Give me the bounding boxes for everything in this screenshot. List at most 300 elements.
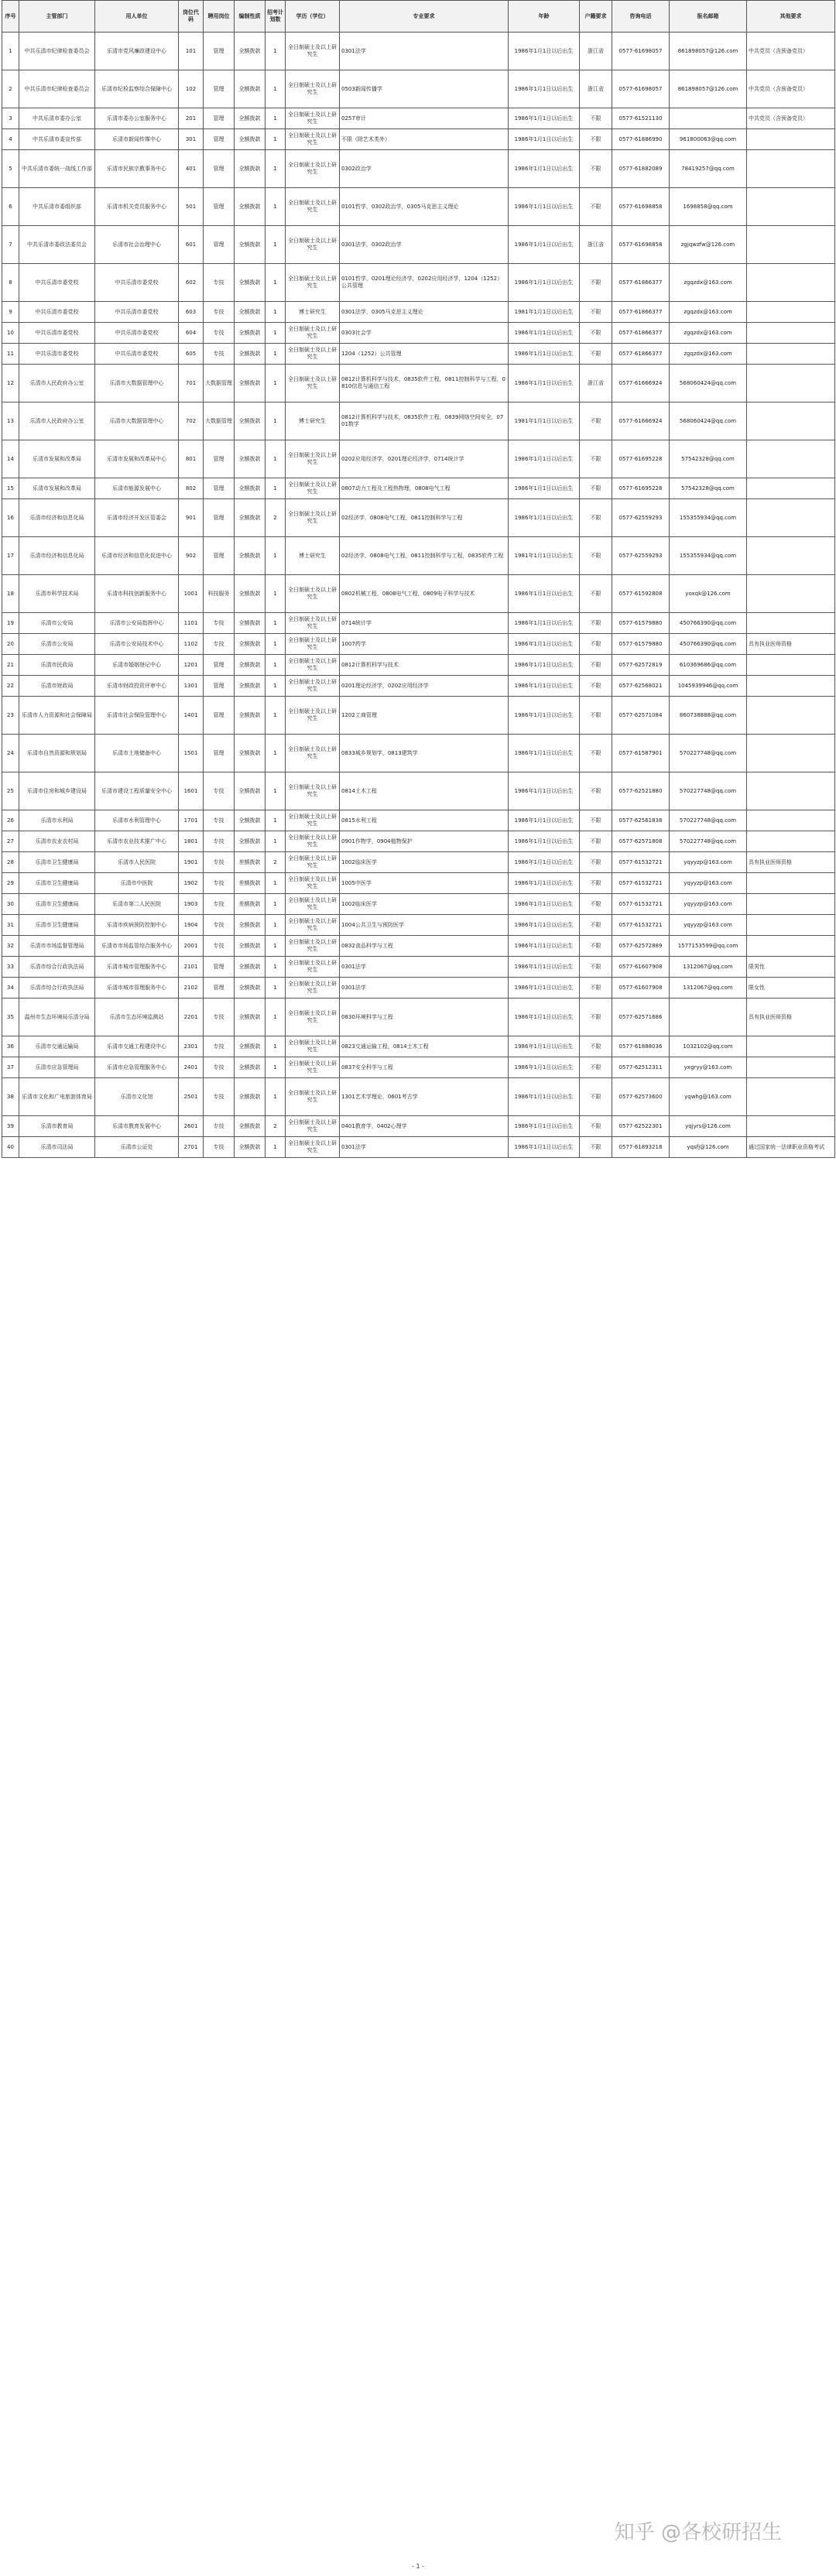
table-cell: 全额拨款 [235, 323, 266, 344]
table-cell: 0823交通运输工程，0814土木工程 [340, 1036, 509, 1057]
table-cell: 全额拨款 [235, 188, 266, 226]
table-cell: 全额拨款 [235, 575, 266, 613]
table-cell: 12 [2, 365, 19, 402]
table-cell: 专技 [204, 1057, 235, 1078]
table-cell: 1 [266, 936, 286, 957]
table-cell: 全日制硕士及以上研究生 [286, 323, 340, 344]
table-row [2, 915, 835, 936]
table-cell: 全日制硕士及以上研究生 [286, 1057, 340, 1078]
table-cell: 0577-62522301 [612, 1116, 670, 1137]
table-cell: 1 [266, 873, 286, 894]
table-cell: 乐清市土地储备中心 [95, 735, 179, 772]
table-cell[interactable]: yqsfj@126.com [670, 1137, 747, 1158]
table-cell[interactable]: 155355934@qq.com [670, 537, 747, 575]
table-cell: 不限 [580, 831, 612, 852]
table-cell: 全日制硕士及以上研究生 [286, 575, 340, 613]
table-cell[interactable]: zgjqwzfw@126.com [670, 226, 747, 264]
table-cell: 604 [179, 323, 204, 344]
table-cell: 1986年1月1日以后出生 [509, 831, 580, 852]
table-cell: 0577-61607908 [612, 957, 670, 978]
table-cell: 乐清市人力资源和社会保障局 [19, 697, 95, 735]
table-cell: 0830环境科学与工程 [340, 999, 509, 1036]
table-cell: 34 [2, 978, 19, 999]
table-cell: 18 [2, 575, 19, 613]
table-cell: 中共乐清市委党校 [19, 344, 95, 365]
table-cell: 全额拨款 [235, 634, 266, 655]
table-cell: 不限 [580, 676, 612, 697]
table-cell: 专技 [204, 852, 235, 873]
table-cell: 1 [266, 697, 286, 735]
table-cell: 专技 [204, 810, 235, 831]
table-cell: 乐清市综合行政执法局 [19, 957, 95, 978]
table-cell: 乐清市生态环境监测站 [95, 999, 179, 1036]
table-cell: 乐清市公安局 [19, 613, 95, 634]
table-cell: 管理 [204, 978, 235, 999]
table-cell[interactable]: yqyyzp@163.com [670, 915, 747, 936]
table-row [2, 676, 835, 697]
table-cell [747, 915, 835, 936]
table-cell: 22 [2, 676, 19, 697]
table-cell: 全额拨款 [235, 735, 266, 772]
table-cell: 2 [266, 1116, 286, 1137]
table-cell[interactable]: yqyyzp@163.com [670, 894, 747, 915]
table-cell: 23 [2, 697, 19, 735]
table-cell: 1 [266, 1137, 286, 1158]
table-cell: 不限 [580, 735, 612, 772]
table-cell[interactable]: 570227748@qq.com [670, 772, 747, 810]
table-row [2, 188, 835, 226]
table-row [2, 108, 835, 129]
table-cell: 1986年1月1日以后出生 [509, 936, 580, 957]
table-cell: 0301法学，0305马克思主义理论 [340, 302, 509, 323]
table-cell: 0577-62571686 [612, 999, 670, 1036]
table-cell [747, 478, 835, 499]
table-cell: 0577-62559293 [612, 499, 670, 537]
table-cell: 乐清市人民政府办公室 [19, 365, 95, 402]
table-cell: 乐清市文化馆 [95, 1078, 179, 1116]
table-cell: 乐清市纪检监察综合保障中心 [95, 70, 179, 108]
table-cell: 0503新闻传播学 [340, 70, 509, 108]
table-cell[interactable]: 78419257@qq.com [670, 150, 747, 188]
table-cell: 35 [2, 999, 19, 1036]
table-cell: 全日制硕士及以上研究生 [286, 226, 340, 264]
recruitment-table-sheet [2, 0, 834, 1158]
table-cell: 乐清市综合行政执法局 [19, 978, 95, 999]
table-cell[interactable]: 961800063@qq.com [670, 129, 747, 150]
table-cell: 全额拨款 [235, 537, 266, 575]
table-cell: 0577-62561838 [612, 810, 670, 831]
column-header: 岗位代码 [179, 1, 204, 33]
table-cell: 全额拨款 [235, 810, 266, 831]
table-cell [747, 264, 835, 302]
table-cell: 不限 [580, 936, 612, 957]
table-row [2, 957, 835, 978]
table-cell: 1 [266, 323, 286, 344]
table-cell: 全日制硕士及以上研究生 [286, 33, 340, 70]
table-cell[interactable]: 570227748@qq.com [670, 810, 747, 831]
table-cell: 乐清市卫生健康局 [19, 873, 95, 894]
table-cell[interactable]: 570227748@qq.com [670, 735, 747, 772]
table-cell: 1005中医学 [340, 873, 509, 894]
table-cell: 不限 [580, 999, 612, 1036]
table-cell: 乐清市发展和改革局中心 [95, 440, 179, 478]
table-cell: 32 [2, 936, 19, 957]
table-cell: 乐清市公证处 [95, 1137, 179, 1158]
table-cell: 1 [266, 188, 286, 226]
table-cell: 1986年1月1日以后出生 [509, 852, 580, 873]
table-cell[interactable]: 1045939946@qq.com [670, 676, 747, 697]
table-cell[interactable]: 860738888@qq.com [670, 697, 747, 735]
table-cell: 1986年1月1日以后出生 [509, 478, 580, 499]
table-cell [747, 575, 835, 613]
table-cell: 1 [266, 365, 286, 402]
table-cell: 15 [2, 478, 19, 499]
table-cell: 0301法学 [340, 978, 509, 999]
table-cell: 全日制硕士及以上研究生 [286, 655, 340, 676]
table-row [2, 478, 835, 499]
table-cell: 全日制硕士及以上研究生 [286, 957, 340, 978]
table-cell: 全日制硕士及以上研究生 [286, 936, 340, 957]
table-cell [747, 402, 835, 440]
table-cell: 全日制硕士及以上研究生 [286, 735, 340, 772]
table-cell: 全额拨款 [235, 655, 266, 676]
table-cell: 乐清市交通工程建设中心 [95, 1036, 179, 1057]
table-cell[interactable]: yqyyzp@163.com [670, 873, 747, 894]
table-cell[interactable]: yqyyzp@163.com [670, 852, 747, 873]
table-cell: 1986年1月1日以后出生 [509, 150, 580, 188]
table-cell: 温州市生态环境局乐清分局 [19, 999, 95, 1036]
column-header: 学历（学位） [286, 1, 340, 33]
table-cell: 1904 [179, 915, 204, 936]
table-row [2, 1036, 835, 1057]
table-cell: 不限 [580, 1116, 612, 1137]
table-cell[interactable]: yqjyrs@126.com [670, 1116, 747, 1137]
table-row [2, 810, 835, 831]
table-cell: 0303社会学 [340, 323, 509, 344]
table-cell: 乐清市卫生健康局 [19, 915, 95, 936]
table-cell: 专技 [204, 302, 235, 323]
table-row [2, 129, 835, 150]
table-cell[interactable]: yxgryy@163.com [670, 1057, 747, 1078]
table-cell: 1 [266, 478, 286, 499]
table-cell: 1 [266, 264, 286, 302]
table-cell: 902 [179, 537, 204, 575]
table-cell: 全日制硕士及以上研究生 [286, 999, 340, 1036]
table-row [2, 1116, 835, 1137]
table-cell: 乐清市应急管理服务中心 [95, 1057, 179, 1078]
column-header: 序号 [2, 1, 19, 33]
table-cell: 28 [2, 852, 19, 873]
table-cell: 全额拨款 [235, 1057, 266, 1078]
table-cell: 全日制硕士及以上研究生 [286, 264, 340, 302]
table-cell: 专技 [204, 772, 235, 810]
table-cell[interactable]: 57542328@qq.com [670, 440, 747, 478]
table-cell: 0301法学 [340, 33, 509, 70]
table-cell: 0577-61587901 [612, 735, 670, 772]
table-cell: 0577-62572889 [612, 936, 670, 957]
table-cell: 中共党员（含预备党员） [747, 108, 835, 129]
table-cell: 1 [266, 676, 286, 697]
table-cell: 1701 [179, 810, 204, 831]
table-cell: 具有执业医师资格 [747, 634, 835, 655]
table-row [2, 402, 835, 440]
table-cell: 博士研究生 [286, 402, 340, 440]
table-cell: 乐清市水利管理中心 [95, 810, 179, 831]
table-cell: 乐清市大数据管理中心 [95, 365, 179, 402]
table-cell: 不限 [580, 634, 612, 655]
table-cell: 乐清市文化和广电旅游体育局 [19, 1078, 95, 1116]
table-cell [747, 1116, 835, 1137]
table-cell[interactable]: zgqzdx@163.com [670, 344, 747, 365]
table-cell[interactable]: 155355934@qq.com [670, 499, 747, 537]
table-row [2, 33, 835, 70]
table-cell: 全日制硕士及以上研究生 [286, 915, 340, 936]
table-cell: 全额拨款 [235, 999, 266, 1036]
table-cell: 管理 [204, 188, 235, 226]
table-body [2, 33, 835, 1158]
table-cell: 全日制硕士及以上研究生 [286, 150, 340, 188]
table-cell: 1986年1月1日以后出生 [509, 365, 580, 402]
table-cell: 29 [2, 873, 19, 894]
table-cell: 1102 [179, 634, 204, 655]
table-row [2, 150, 835, 188]
table-cell: 全日制硕士及以上研究生 [286, 1116, 340, 1137]
table-cell: 1986年1月1日以后出生 [509, 999, 580, 1036]
table-cell: 乐清市财政投资评审中心 [95, 676, 179, 697]
table-cell: 乐清市党风廉政建设中心 [95, 33, 179, 70]
table-cell: 1 [266, 735, 286, 772]
table-cell[interactable]: zgqzdx@163.com [670, 323, 747, 344]
table-cell: 0577-62512311 [612, 1057, 670, 1078]
table-cell: 管理 [204, 537, 235, 575]
table-cell: 1 [266, 129, 286, 150]
table-cell: 专技 [204, 344, 235, 365]
table-cell: 乐清市财政局 [19, 676, 95, 697]
table-row [2, 634, 835, 655]
table-cell: 1004公共卫生与预防医学 [340, 915, 509, 936]
table-cell[interactable]: 1312067@qq.com [670, 978, 747, 999]
table-cell[interactable]: 450766390@qq.com [670, 613, 747, 634]
table-cell: 2101 [179, 957, 204, 978]
table-cell: 差额拨款 [235, 873, 266, 894]
table-cell: 0833城乡规划学，0813建筑学 [340, 735, 509, 772]
table-cell: 乐清市公安局技术中心 [95, 634, 179, 655]
table-cell: 差额拨款 [235, 852, 266, 873]
table-cell: 全日制硕士及以上研究生 [286, 676, 340, 697]
table-cell: 不限 [580, 613, 612, 634]
table-cell: 0302政治学 [340, 150, 509, 188]
column-header: 咨询电话 [612, 1, 670, 33]
table-cell[interactable]: 57542328@qq.com [670, 478, 747, 499]
table-cell: 管理 [204, 108, 235, 129]
table-cell: 1002临床医学 [340, 894, 509, 915]
table-cell[interactable]: 1698858@qq.com [670, 188, 747, 226]
table-cell: 乐清市公安局指挥中心 [95, 613, 179, 634]
table-cell: 全额拨款 [235, 1116, 266, 1137]
column-header: 编制性质 [235, 1, 266, 33]
table-cell: 1981年1月1日以后出生 [509, 402, 580, 440]
table-cell: 1902 [179, 873, 204, 894]
table-cell: 中共乐清市委党校 [95, 344, 179, 365]
table-cell: 6 [2, 188, 19, 226]
table-cell: 7 [2, 226, 19, 264]
table-cell: 乐清市社会治理中心 [95, 226, 179, 264]
table-cell[interactable]: 568060424@qq.com [670, 402, 747, 440]
table-cell[interactable]: 1577153599@qq.com [670, 936, 747, 957]
table-cell: 31 [2, 915, 19, 936]
table-cell[interactable]: 861898057@126.com [670, 70, 747, 108]
table-cell[interactable]: zgqzdx@163.com [670, 264, 747, 302]
table-cell [747, 676, 835, 697]
table-cell: 不限 [580, 344, 612, 365]
table-cell: 1 [266, 655, 286, 676]
table-row [2, 264, 835, 302]
table-cell: 1002临床医学 [340, 852, 509, 873]
table-cell: 0577-61532721 [612, 894, 670, 915]
table-cell: 乐清市农业农村局 [19, 831, 95, 852]
table-cell[interactable]: 861898057@126.com [670, 33, 747, 70]
table-cell: 全日制硕士及以上研究生 [286, 1078, 340, 1116]
table-cell: 1981年1月1日以后出生 [509, 537, 580, 575]
table-cell: 1903 [179, 894, 204, 915]
table-cell: 0577-61532721 [612, 915, 670, 936]
table-cell [747, 323, 835, 344]
table-cell: 乐清市教育局 [19, 1116, 95, 1137]
table-cell[interactable]: 1032102@qq.com [670, 1036, 747, 1057]
table-cell: 1 [266, 1078, 286, 1116]
table-row [2, 440, 835, 478]
table-cell: 科技服务 [204, 575, 235, 613]
table-cell: 0257审计 [340, 108, 509, 129]
table-cell: 不限 [580, 873, 612, 894]
table-cell: 管理 [204, 70, 235, 108]
table-cell: 1986年1月1日以后出生 [509, 129, 580, 150]
table-row [2, 936, 835, 957]
table-cell: 全额拨款 [235, 365, 266, 402]
table-cell: 乐清市城市管理服务中心 [95, 957, 179, 978]
table-row [2, 1137, 835, 1158]
table-cell: 0577-61698057 [612, 33, 670, 70]
table-cell: 专技 [204, 999, 235, 1036]
table-row [2, 999, 835, 1036]
table-cell: 27 [2, 831, 19, 852]
table-cell: 24 [2, 735, 19, 772]
table-cell: 0577-62573600 [612, 1078, 670, 1116]
table-cell[interactable]: 450766390@qq.com [670, 634, 747, 655]
table-cell: 浙江省 [580, 33, 612, 70]
table-cell: 不限 [580, 957, 612, 978]
table-cell: 602 [179, 264, 204, 302]
table-cell: 0577-61886990 [612, 129, 670, 150]
table-cell: 26 [2, 810, 19, 831]
table-cell[interactable]: 570227748@qq.com [670, 831, 747, 852]
table-row [2, 1057, 835, 1078]
table-cell: 1986年1月1日以后出生 [509, 873, 580, 894]
table-cell: 中共乐清市委党校 [95, 323, 179, 344]
table-cell: 中共乐清市纪律检查委员会 [19, 70, 95, 108]
table-cell: 乐清市经济和信息化局 [19, 499, 95, 537]
table-cell[interactable]: 568060424@qq.com [670, 365, 747, 402]
table-cell [747, 831, 835, 852]
table-cell: 全额拨款 [235, 402, 266, 440]
table-cell: 全额拨款 [235, 697, 266, 735]
table-cell: 1 [266, 978, 286, 999]
table-cell: 乐清市卫生健康局 [19, 894, 95, 915]
table-cell: 25 [2, 772, 19, 810]
table-cell[interactable]: yoxqk@126.com [670, 575, 747, 613]
table-cell: 乐清市应急管理局 [19, 1057, 95, 1078]
table-cell[interactable]: 610369686@qq.com [670, 655, 747, 676]
table-cell: 全日制硕士及以上研究生 [286, 365, 340, 402]
table-row [2, 1078, 835, 1116]
column-header: 聘用岗位 [204, 1, 235, 33]
table-cell: 全日制硕士及以上研究生 [286, 894, 340, 915]
table-cell: 全日制硕士及以上研究生 [286, 70, 340, 108]
table-cell: 1986年1月1日以后出生 [509, 1116, 580, 1137]
table-cell: 1986年1月1日以后出生 [509, 894, 580, 915]
table-cell[interactable]: 1312067@qq.com [670, 957, 747, 978]
table-cell: 不限 [580, 1057, 612, 1078]
table-cell: 管理 [204, 33, 235, 70]
table-cell: 全日制硕士及以上研究生 [286, 188, 340, 226]
table-cell: 1986年1月1日以后出生 [509, 108, 580, 129]
table-cell [747, 129, 835, 150]
column-header: 年龄 [509, 1, 580, 33]
table-cell: 33 [2, 957, 19, 978]
table-cell: 2001 [179, 936, 204, 957]
table-row [2, 873, 835, 894]
table-cell: 0101哲学，0302政治学，0305马克思主义理论 [340, 188, 509, 226]
table-cell: 0577-61666924 [612, 402, 670, 440]
table-cell: 1986年1月1日以后出生 [509, 676, 580, 697]
table-cell: 39 [2, 1116, 19, 1137]
table-cell [747, 302, 835, 323]
table-cell [747, 150, 835, 188]
table-cell[interactable]: zgqzdx@163.com [670, 302, 747, 323]
table-cell: 专技 [204, 936, 235, 957]
table-row [2, 70, 835, 108]
table-cell: 乐清市科技创新服务中心 [95, 575, 179, 613]
table-row [2, 302, 835, 323]
table-row [2, 537, 835, 575]
table-cell: 401 [179, 150, 204, 188]
table-cell: 1986年1月1日以后出生 [509, 264, 580, 302]
table-cell: 0577-61579880 [612, 634, 670, 655]
table-cell[interactable]: yqwhg@163.com [670, 1078, 747, 1116]
table-cell: 0577-61607908 [612, 978, 670, 999]
table-cell: 1301 [179, 676, 204, 697]
table-row [2, 735, 835, 772]
table-cell [747, 1057, 835, 1078]
table-cell [670, 999, 747, 1036]
table-cell: 全日制硕士及以上研究生 [286, 344, 340, 365]
table-cell: 中共乐清市委党校 [95, 264, 179, 302]
table-row [2, 978, 835, 999]
table-cell: 中共乐清市委党校 [19, 264, 95, 302]
table-cell [747, 810, 835, 831]
table-cell: 605 [179, 344, 204, 365]
table-cell: 不限 [580, 697, 612, 735]
table-cell: 02经济学，0808电气工程，0811控制科学与工程，0835软件工程 [340, 537, 509, 575]
table-cell: 乐清市水利局 [19, 810, 95, 831]
column-header: 用人单位 [95, 1, 179, 33]
page-footer: - 1 - [412, 2563, 424, 2570]
table-cell: 1 [266, 70, 286, 108]
table-cell: 中共乐清市委党校 [19, 302, 95, 323]
table-cell: 0577-61888036 [612, 1036, 670, 1057]
table-row [2, 831, 835, 852]
table-cell: 0577-61695228 [612, 440, 670, 478]
